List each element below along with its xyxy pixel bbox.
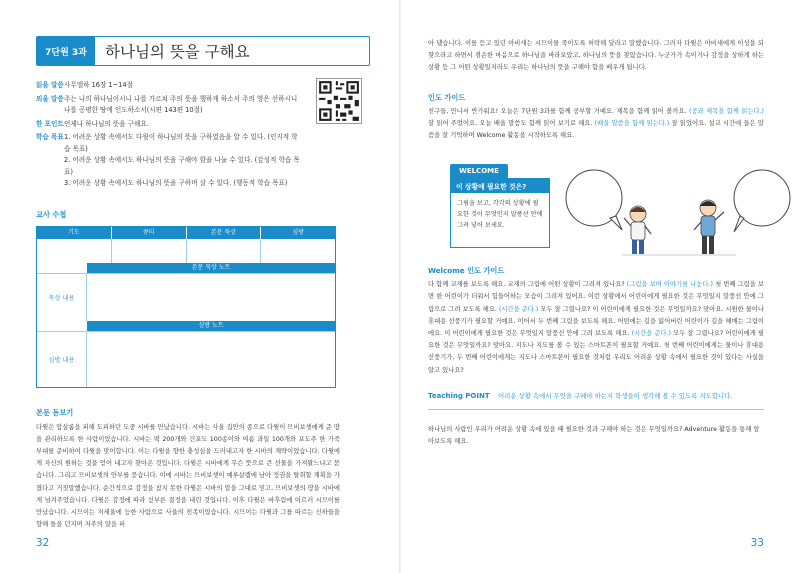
guide-instruction: (공과 제목을 함께 읽는다.) (688, 107, 765, 115)
page-title: 하나님의 뜻을 구해요 (105, 43, 250, 61)
background-text: 다윗은 압살롬을 피해 도피하던 도중 시바를 만났습니다. 시바는 사울 집안의 종으로 다윗이 므비보셋에게 준 땅을 관리하도록 한 사람이었습니다. 시바는 떡 200개와 건포도 100송이와 여름 과일 100개와 포도주 한 가죽 부대를 준비하여 다윗을 맞이합니다. 이는 다윗을 향한 충성심을 드러내고자 한 시바의 계략이었습니다. 다윗에게 자신의 원하는 것을 얻어 내고자 찾아온 것입니다. 다윗은 시바에게 무슨 뜻으로 큰 선물을 가져왔느냐고 묻습니다. 그리고 므비보셋의 안부를 묻습니다. 이에 시바는 므비보셋이 예루살렘에 남아 정권을 탈취할 계획을 가졌다고 거짓말했습니다. 순간적으로 감정을 참지 못한 다윗은 시바의 말을 그대로 믿고, 므비보셋의 땅을 시바에게 넘겨주었습니다. 다윗은 감정에 따라 섣부른 결정을 내린 것입니다. 이후 다윗은 바후림에 이르러 시므이를 만났습니다. 시므이는 저세울에 능한 사람으로 사울의 친족이었습니다. 시므이는 다윗과 그를 따르는 신하들을 향해 돌을 던지며 저주의 말을 퍼 (36, 423, 340, 529)
unit-badge: 7단원 3과 (37, 37, 95, 65)
table-cell[interactable] (187, 239, 262, 263)
guide-sentence: 모두 잘 그렸나요? 이 어린이에게 필요한 것은 무엇일까요? 맞아요. 시원한 물이나 휴대용 선풍기가 필요할 거예요. 이어서 두 번째 그림을 보도록 해요. 어떤에는 길을 잃어버린 어린이가 길을 헤매는 그림이에요. 이 어린이에게 필요한 것은 무엇일지 말풍선 안에 그려 보도록 해요. (428, 305, 764, 338)
guide-sentence: 잘 읽었어요. 설교 시간에 들은 말씀을 잘 기억하며 Welcome 활동을 시작하도록 해요. (428, 119, 764, 140)
goal-item: 3. 어려운 상황 속에서도 하나님의 뜻을 구하며 살 수 있다. (행동적 학습 목표) (64, 179, 288, 187)
divider (428, 409, 764, 410)
guide-sentence: 첫 번째 그림을 보면 한 어린이가 더워서 힘들어하는 모습이 그려져 있어요. 이런 상황에서 어린이에게 필요한 것은 무엇일지 말풍선 안에 그림으로 그려 보도록 해요. (428, 281, 764, 313)
goal-list (64, 132, 370, 190)
table-row (37, 273, 335, 321)
lesson-info (36, 80, 370, 190)
guide-instruction: (시간을 준다.) (631, 330, 672, 338)
teacher-table (36, 226, 336, 388)
guide-sentence: 다 함께 교재를 보도록 해요. 교재의 그림에 어떤 상황이 그려져 있나요? (428, 281, 627, 289)
info-key: 한 포인트 (36, 119, 64, 128)
welcome-tag: WELCOME (450, 164, 508, 178)
background-heading: 본문 돋보기 (36, 407, 74, 417)
guide-heading: 인도 가이드 (428, 92, 466, 102)
welcome-description: 그림을 보고, 각각의 상황에 필요한 것이 무엇인지 말풍선 안에 그려 넣어 보세요. (457, 200, 543, 230)
visit-cell[interactable] (87, 332, 335, 387)
welcome-question: 이 상황에 필요한 것은? (451, 179, 549, 193)
guide-sentence: 잘 읽어 주었어요. 오늘 배울 말씀도 함께 읽어 보기로 해요. (428, 119, 595, 127)
table-header (37, 227, 335, 239)
meditation-note-band: 본문 묵상 노트 (87, 263, 335, 273)
welcome-guide-text (428, 279, 764, 377)
teacher-notebook-heading: 교사 수첩 (36, 209, 67, 219)
info-value: 언제나 하나님의 뜻을 구해요. (64, 119, 149, 128)
guide-text (428, 106, 764, 143)
teaching-point (428, 391, 764, 401)
table-row (37, 331, 335, 387)
welcome-box (450, 178, 550, 248)
lesson-header (36, 36, 370, 66)
goal-item: 2. 어려운 상황 속에서도 하나님의 뜻을 구해야 함을 나눌 수 있다. (감성적 학습 목표) (64, 156, 300, 176)
table-cell[interactable] (112, 239, 187, 263)
table-row (37, 239, 335, 263)
right-page (400, 0, 800, 573)
qr-code-icon[interactable] (316, 78, 362, 124)
welcome-activity (428, 156, 764, 260)
continued-text: 아 댔습니다. 이를 듣고 있던 아비새는 시므이를 죽이도록 허락해 달라고 말했습니다. 그러자 다윗은 아비새에게 이성을 되찾으라고 하면서 겸손한 마음으로 하나님을 바라보았고, 하나님의 뜻을 찾았습니다. 누군가가 속이거나 감정을 상하게 하는 상황 등 그 어떤 상황일지라도 우리는 하나님의 뜻을 구해야 함을 배우게 됩니다. (428, 40, 764, 72)
visit-note-band: 심방 노트 (87, 321, 335, 331)
table-header-cell: 심방 (292, 228, 304, 236)
meditation-label: 묵상 내용 (37, 274, 87, 321)
teaching-point-text: 어려운 상황 속에서 무엇을 구해야 하는지 학생들이 생각해 볼 수 있도록 지도합니다. (498, 391, 733, 400)
info-value: 사무엘하 16장 1~14절 (64, 81, 133, 89)
table-cell[interactable] (261, 239, 335, 263)
meditation-cell[interactable] (87, 274, 335, 321)
page-number: 32 (36, 537, 50, 549)
teaching-point-label: Teaching POINT (428, 391, 490, 400)
table-header-cell: 기도 (37, 227, 112, 239)
guide-sentence: 모두 잘 그렸나요? 어린이에게 필요한 것은 무엇일까요? 맞아요. 지도나 지도를 볼 수 있는 스마트폰이 필요할 거예요. 첫 번째 어린이에게는 물이나 휴대용 선풍기가, 두 번째 어린이에게는 지도나 스마트폰이 필요한 것처럼 우리도 어려운 상황 속에서 필요한 것이 있다는 사실을 알고 있나요? (428, 330, 764, 374)
visit-label: 심방 내용 (37, 332, 87, 387)
info-key: 학습 목표 (36, 133, 64, 141)
info-value: 주는 나의 하나님이시니 나를 가르쳐 주의 뜻을 행하게 하소서 주의 영은 선하시니 나를 공평한 땅에 인도하소서(시편 143편 10절) (64, 94, 298, 114)
goal-item: 1. 어려운 상황 속에서도 다윗이 하나님의 뜻을 구하였음을 알 수 있다. (인지적 학습 목표) (64, 133, 298, 153)
closing-text: 하나님의 사람인 우리가 어려운 상황 속에 있을 때 필요한 것과 구해야 하는 것은 무엇일까요? Adventure 활동을 통해 알아보도록 해요. (428, 425, 760, 446)
page-number: 33 (750, 537, 764, 549)
table-header-cell: 큐티 (112, 227, 187, 239)
info-key: 외울 말씀 (36, 94, 64, 103)
table-header-cell: 본문 묵상 (187, 227, 262, 239)
guide-instruction: (시간을 준다.) (498, 305, 539, 313)
guide-instruction: (그림을 보며 이야기를 나눈다.) (626, 281, 713, 289)
guide-instruction: (배울 말씀을 함께 읽는다.) (594, 119, 670, 127)
table-cell[interactable] (37, 239, 112, 263)
welcome-guide-heading: Welcome 인도 가이드 (428, 266, 505, 276)
info-goals (36, 132, 370, 190)
children-illustration (558, 156, 798, 260)
guide-sentence: 친구들, 만나서 반가워요! 오늘은 7단원 3과를 함께 공부할 거예요. 제목을 함께 읽어 볼까요. (428, 107, 689, 115)
info-key: 읽을 말씀 (36, 81, 64, 89)
